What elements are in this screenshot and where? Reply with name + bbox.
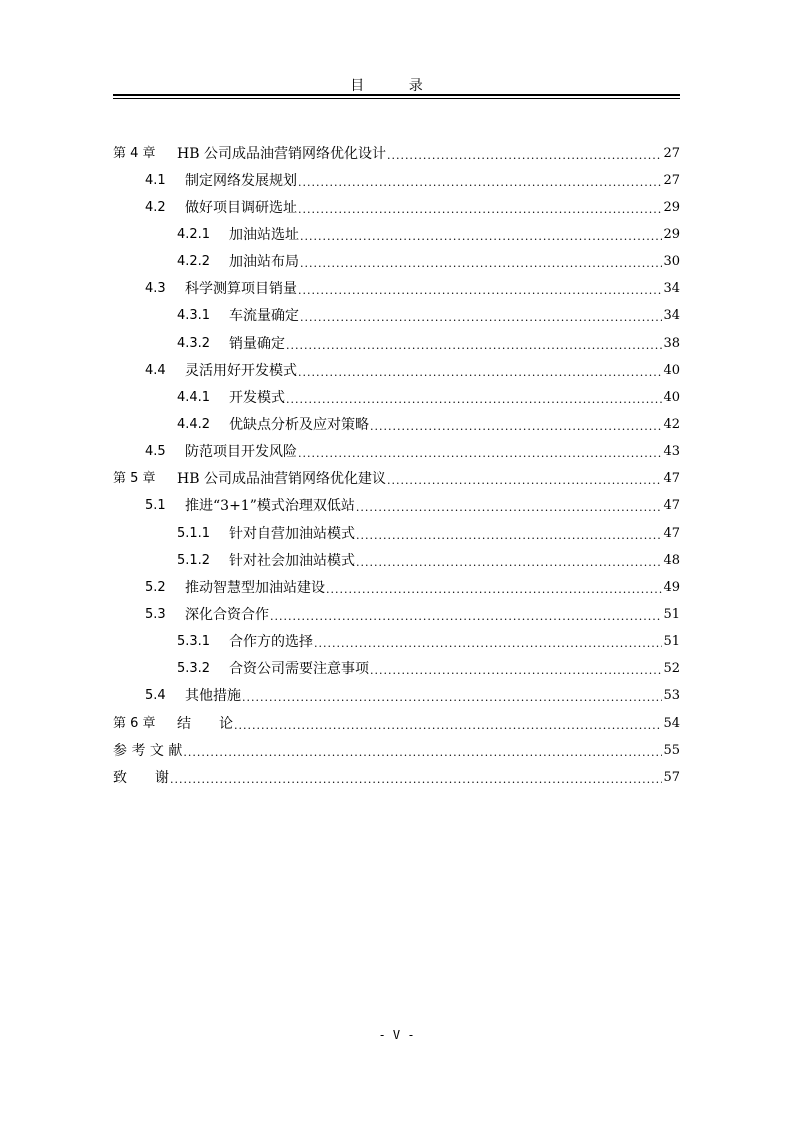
toc-entry[interactable]: [113, 629, 680, 656]
toc-dot-leader: [300, 255, 662, 273]
toc-entry-number: 5.3.1: [177, 634, 211, 650]
toc-entry[interactable]: [113, 493, 680, 520]
toc-entry-number: 4.4.1: [177, 389, 211, 405]
toc-entry[interactable]: [113, 737, 680, 764]
toc-entry-page: 52: [663, 661, 680, 677]
toc-entry-number: 第 6 章: [113, 715, 156, 731]
toc-entry-number: 5.4: [145, 688, 166, 704]
toc-entry[interactable]: [113, 683, 680, 710]
toc-entry[interactable]: [113, 276, 680, 303]
toc-entry[interactable]: [113, 764, 680, 791]
toc-entry-number: 第 5 章: [113, 471, 156, 487]
toc-dot-leader: [183, 744, 662, 762]
header-rule-thick: [113, 94, 680, 96]
toc-entry-page: 47: [663, 525, 680, 541]
page-header-title: 目 录: [350, 78, 443, 94]
toc-entry[interactable]: [113, 384, 680, 411]
toc-entry-title: 制定网络发展规划: [185, 172, 297, 189]
toc-dot-leader: [286, 391, 662, 409]
toc-entry-number: 5.1.1: [177, 525, 211, 541]
toc-entry-number: 4.3.1: [177, 308, 211, 324]
toc-entry-title: HB 公司成品油营销网络优化建议: [177, 471, 386, 488]
toc-entry-number: 5.3: [145, 606, 166, 622]
toc-dot-leader: [234, 717, 662, 735]
toc-entry[interactable]: [113, 710, 680, 737]
toc-entry-page: 53: [663, 688, 680, 704]
toc-dot-leader: [298, 174, 662, 192]
toc-dot-leader: [298, 201, 662, 219]
toc-entry-title: 销量确定: [229, 335, 285, 352]
table-of-contents: [113, 140, 680, 791]
toc-entry-number: 4.3: [145, 281, 166, 297]
toc-dot-leader: [326, 581, 662, 599]
toc-entry-number: 4.2: [145, 199, 166, 215]
toc-dot-leader: [387, 472, 663, 490]
toc-entry[interactable]: [113, 249, 680, 276]
toc-entry-page: 51: [663, 606, 680, 622]
toc-dot-leader: [298, 282, 662, 300]
toc-entry-title: 科学测算项目销量: [185, 281, 297, 298]
toc-entry-number: 5.1: [145, 498, 166, 514]
toc-entry-title: 开发模式: [229, 389, 285, 406]
toc-entry-page: 43: [663, 444, 680, 460]
toc-entry-title: 致 谢: [113, 769, 169, 786]
toc-entry-number: 4.2.2: [177, 254, 211, 270]
toc-entry[interactable]: [113, 547, 680, 574]
toc-entry-title: 针对自营加油站模式: [229, 525, 355, 542]
toc-entry-number: 4.1: [145, 172, 166, 188]
toc-entry-page: 42: [663, 416, 680, 432]
toc-entry-title: 优缺点分析及应对策略: [229, 416, 369, 433]
toc-entry[interactable]: [113, 303, 680, 330]
toc-entry-title: 结 论: [177, 715, 233, 732]
toc-entry[interactable]: [113, 574, 680, 601]
toc-entry-page: 27: [663, 172, 680, 188]
toc-entry[interactable]: [113, 330, 680, 357]
toc-entry-title: 加油站选址: [229, 226, 299, 243]
toc-entry[interactable]: [113, 656, 680, 683]
toc-dot-leader: [370, 418, 662, 436]
toc-entry-title: 合作方的选择: [229, 634, 313, 651]
toc-dot-leader: [356, 499, 663, 517]
toc-entry-page: 54: [663, 715, 680, 731]
toc-entry-title: 加油站布局: [229, 254, 299, 271]
toc-entry-page: 40: [663, 362, 680, 378]
toc-dot-leader: [300, 309, 662, 327]
toc-entry-number: 4.4.2: [177, 416, 211, 432]
page-number-footer: - V -: [378, 1028, 415, 1042]
toc-entry-number: 4.5: [145, 444, 166, 460]
header-rule-thin: [113, 98, 680, 99]
toc-entry[interactable]: [113, 357, 680, 384]
toc-entry[interactable]: [113, 520, 680, 547]
toc-entry-page: 48: [663, 552, 680, 568]
toc-entry-page: 38: [663, 335, 680, 351]
toc-dot-leader: [370, 662, 662, 680]
toc-entry[interactable]: [113, 194, 680, 221]
toc-entry-title: 合资公司需要注意事项: [229, 661, 369, 678]
toc-entry-page: 29: [663, 199, 680, 215]
toc-entry-number: 4.4: [145, 362, 166, 378]
toc-entry[interactable]: [113, 221, 680, 248]
toc-dot-leader: [300, 228, 662, 246]
toc-dot-leader: [270, 608, 662, 626]
toc-entry-page: 34: [663, 308, 680, 324]
toc-dot-leader: [242, 689, 662, 707]
toc-entry-page: 29: [663, 226, 680, 242]
toc-entry[interactable]: [113, 411, 680, 438]
toc-entry-title: 灵活用好开发模式: [185, 362, 297, 379]
toc-entry-page: 34: [663, 281, 680, 297]
toc-entry-page: 49: [663, 579, 680, 595]
toc-entry-title: HB 公司成品油营销网络优化设计: [177, 145, 386, 162]
toc-entry-number: 5.1.2: [177, 552, 211, 568]
toc-entry[interactable]: [113, 601, 680, 628]
toc-entry-number: 5.2: [145, 579, 166, 595]
toc-entry-page: 27: [663, 145, 680, 161]
toc-entry-page: 47: [663, 498, 680, 514]
toc-entry[interactable]: [113, 167, 680, 194]
toc-entry-page: 30: [663, 254, 680, 270]
toc-entry-title: 深化合资合作: [185, 606, 269, 623]
toc-entry-page: 47: [663, 471, 680, 487]
toc-entry-title: 参 考 文 献: [113, 742, 183, 759]
toc-dot-leader: [286, 337, 662, 355]
toc-entry-page: 55: [663, 742, 680, 758]
toc-entry-title: 做好项目调研选址: [185, 199, 297, 216]
toc-entry-title: 车流量确定: [229, 308, 299, 325]
toc-dot-leader: [298, 445, 662, 463]
toc-entry-title: 推动智慧型加油站建设: [185, 579, 325, 596]
toc-entry-title: 其他措施: [185, 688, 241, 705]
toc-entry-title: 针对社会加油站模式: [229, 552, 355, 569]
toc-entry[interactable]: [113, 466, 680, 493]
toc-entry-page: 51: [663, 634, 680, 650]
toc-entry-title: 推进“3+1”模式治理双低站: [185, 498, 355, 515]
toc-entry-number: 第 4 章: [113, 145, 156, 161]
toc-entry-page: 40: [663, 389, 680, 405]
toc-dot-leader: [170, 771, 662, 789]
toc-dot-leader: [298, 364, 662, 382]
toc-entry-number: 4.3.2: [177, 335, 211, 351]
toc-entry-number: 5.3.2: [177, 661, 211, 677]
toc-entry-page: 57: [663, 769, 680, 785]
toc-dot-leader: [356, 554, 662, 572]
toc-dot-leader: [387, 147, 663, 165]
toc-dot-leader: [314, 635, 662, 653]
toc-entry[interactable]: [113, 439, 680, 466]
toc-entry-number: 4.2.1: [177, 226, 211, 242]
toc-entry-title: 防范项目开发风险: [185, 444, 297, 461]
toc-dot-leader: [356, 527, 662, 545]
toc-entry[interactable]: [113, 140, 680, 167]
